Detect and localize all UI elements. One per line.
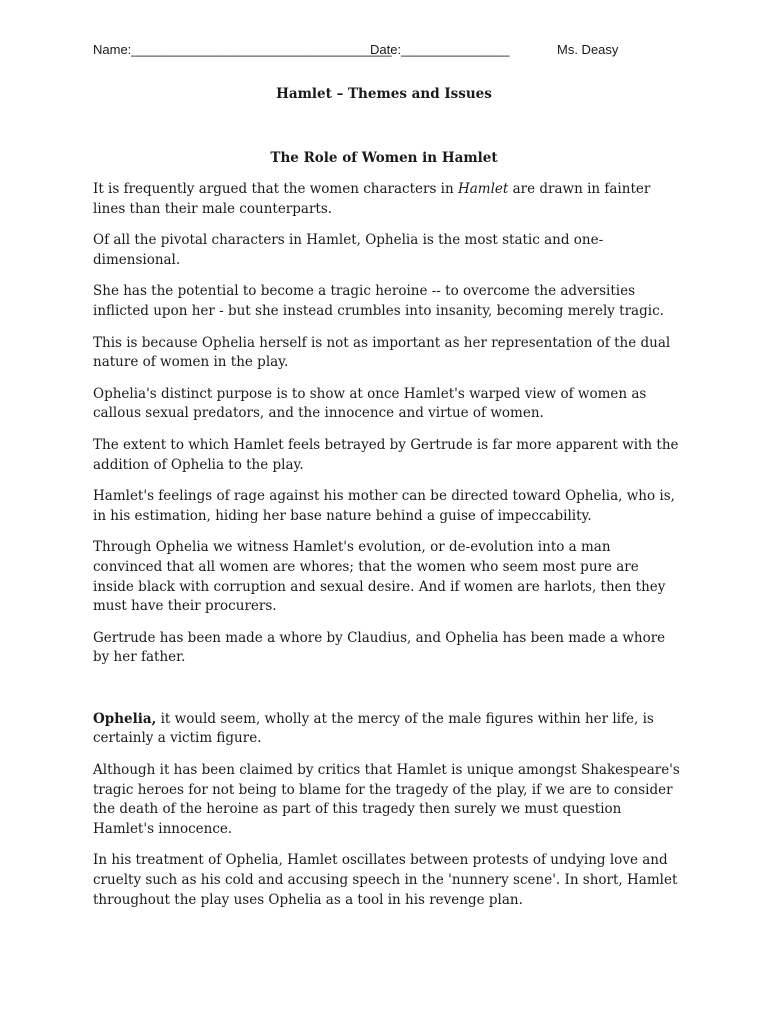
paragraph-4: This is because Ophelia herself is not as important as her representation of the dual nature of women in the play. [93, 334, 671, 371]
paragraph-2: Of all the pivotal characters in Hamlet, Ophelia is the most static and one-dimensional. [93, 232, 604, 268]
paragraph-1-text-b: are drawn in fainter lines than their male counterparts. [93, 181, 651, 217]
section-heading: The Role of Women in Hamlet [270, 150, 498, 166]
paragraph-spacer [93, 680, 683, 710]
paragraph-5: Ophelia's distinct purpose is to show at once Hamlet's warped view of women as callous sexual predators, and the innocence and virtue of women. [93, 385, 647, 422]
paragraph-7: Hamlet's feelings of rage against his mother can be directed toward Ophelia, who is, in his estimation, hiding her base nature behind a guise of impeccability. [93, 488, 675, 524]
paragraph-12: In his treatment of Ophelia, Hamlet oscillates between protests of undying love and cruelty such as his cold and accusing speech in the 'nunnery scene'. In short, Hamlet throughout the play uses Ophelia as a tool in his revenge plan. [93, 852, 678, 908]
paragraph-11: Although it has been claimed by critics that Hamlet is unique amongst Shakespeare's tragic heroes for not being to blame for the tragedy of the play, if we are to consider the death of the heroine as part of this tragedy then surely we must question Hamlet's innocence. [93, 762, 680, 837]
ophelia-bold: Ophelia, [93, 710, 157, 727]
paragraph-10 [93, 710, 683, 749]
document-body [93, 180, 683, 922]
paragraph-3: She has the potential to become a tragic heroine -- to overcome the adversities inflicted upon her - but she instead crumbles into insanity, becoming merely tragic. [93, 283, 664, 319]
paragraph-10-text: it would seem, wholly at the mercy of the male figures within her life, is certainly a victim figure. [93, 710, 654, 747]
paragraph-6: The extent to which Hamlet feels betrayed by Gertrude is far more apparent with the addition of Ophelia to the play. [93, 436, 679, 473]
paragraph-1 [93, 180, 683, 219]
document-title: Hamlet – Themes and Issues [276, 86, 492, 102]
paragraph-9: Gertrude has been made a whore by Claudius, and Ophelia has been made a whore by her father. [93, 629, 666, 666]
paragraph-1-text-a: It is frequently argued that the women characters in [93, 181, 458, 197]
hamlet-italic: Hamlet [457, 181, 509, 197]
date-field-label: Date:_______________ [370, 42, 510, 57]
teacher-name: Ms. Deasy [557, 42, 619, 57]
name-field-label: Name:____________________________________ [93, 42, 392, 57]
paragraph-8: Through Ophelia we witness Hamlet's evolution, or de-evolution into a man convinced that all women are whores; that the women who seem most pure are inside black with corruption and sexual desire. And if women are harlots, then they must have their procurers. [93, 539, 666, 615]
